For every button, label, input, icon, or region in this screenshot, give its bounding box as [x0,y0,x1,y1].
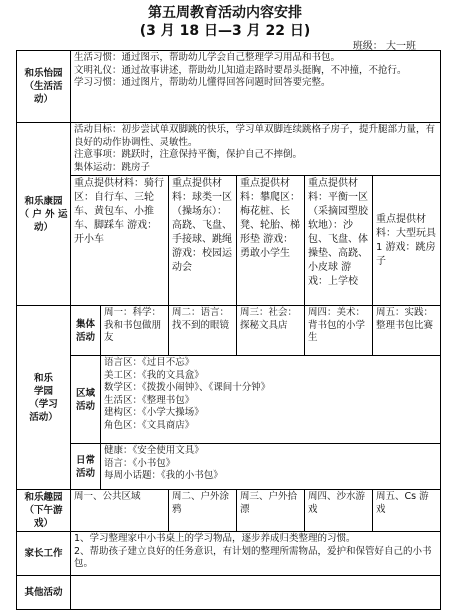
outdoor-notice: 注意事项：跳跃时，注意保持平衡，保护自己不摔倒。 [74,149,303,160]
game-day: 周三、户外拾漂 [237,490,305,532]
outdoor-zone: 重点提供材料：骑行区：自行车、三轮车、黄包车、小推车、脚踩车 游戏：开小车 [71,176,169,306]
family-label: 家长工作 [17,532,71,576]
group-day: 周五：实践：整理书包比赛 [373,306,441,356]
list-item: 美工区：《我的文具盒》 [104,369,204,381]
game-label: 和乐趣园 （下午游戏） [17,490,71,532]
area-activity-label: 区域 活动 [71,356,101,444]
outdoor-intro [71,123,441,176]
group-day: 周三：社会：探秘文具店 [237,306,305,356]
study-label: 和乐 学园 （学习 活动） [17,306,71,490]
life-line: 文明礼仪：通过故事讲述，帮助幼儿知道走路时要昂头挺胸，不冲撞，不抢行。 [74,64,407,76]
daily-activity-list [101,444,441,490]
row-other [17,576,441,610]
row-study-group [17,306,441,356]
other-content [71,576,441,610]
outdoor-zone: 重点提供材料：球类一区（操场东）：高跷、飞盘、手接球、跳绳 游戏：校园运动会 [169,176,237,306]
family-content [71,532,441,576]
schedule-table [16,50,441,610]
row-life [17,51,441,123]
group-day: 周一：科学：我和书包做朋友 [101,306,169,356]
list-item: 健康：《安全使用文具》 [104,445,204,456]
row-outdoor-zones [17,176,441,306]
outdoor-goal: 活动目标：初步尝试单双脚跳的快乐，学习单双脚连续跳格子房子，提升腿部力量，有良好的动作协调性、灵敏性。 [74,124,436,148]
row-game [17,490,441,532]
group-day: 周四：美术：背书包的小学生 [305,306,373,356]
list-item: 角色区：《文具商店》 [104,419,195,431]
date-range: (3 月 18 日—3 月 22 日) [139,23,311,39]
outdoor-zone: 重点提供材料：大型玩具 1 游戏：跳房子 [373,176,441,306]
list-item: 语言：《小书包》 [104,457,176,469]
family-line: 2、帮助孩子建立良好的任务意识，有计划的整理所需物品，爱护和保管好自己的小书包。 [74,545,432,569]
group-day: 周二：语言：找不到的眼镜 [169,306,237,356]
outdoor-zone: 重点提供材料：攀爬区：梅花桩、长凳、轮胎、梯形垫 游戏：勇敢小学生 [237,176,305,306]
game-day: 周五、Cs 游戏 [373,490,441,532]
row-study-area [17,356,441,444]
class-label: 班级： 大一班 [352,41,416,52]
list-item: 每周小话题：《我的小书包》 [104,470,223,481]
family-line: 1、学习整理家中小书桌上的学习物品，逐步养成归类整理的习惯。 [74,533,356,544]
page-title: 第五周教育活动内容安排 [148,5,302,21]
row-family [17,532,441,576]
outdoor-zone: 重点提供材料：平衡一区（采摘园塑胶软地）：沙包、飞盘、体操垫、高跷、小皮球 游戏：上学校 [305,176,373,306]
area-activity-list [101,356,441,444]
other-label: 其他活动 [17,576,71,610]
daily-activity-label: 日常 活动 [71,444,101,490]
outdoor-label: 和乐康园 （ 户 外 运 动） [17,123,71,306]
life-line: 学习习惯：通过图片，帮助幼儿懂得回答问题时回答要完整。 [74,77,331,88]
list-item: 生活区：《整理书包》 [104,394,195,406]
life-line: 生活习惯：通过图示，帮助幼儿学会自己整理学习用品和书包。 [74,52,341,63]
game-day: 周一、公共区域 [71,490,169,532]
game-day: 周四、沙水游戏 [305,490,373,532]
row-outdoor-intro [17,123,441,176]
life-content [71,51,441,123]
row-study-daily [17,444,441,490]
list-item: 数学区：《拨拨小闹钟》、《课间十分钟》 [104,382,271,393]
group-activity-label: 集体 活动 [71,306,101,356]
game-day: 周二、户外涂鸦 [169,490,237,532]
life-label: 和乐怡园 （生活活动） [17,51,71,123]
list-item: 建构区：《小学大操场》 [104,407,204,418]
outdoor-group-sport: 集体运动：跳房子 [74,161,151,173]
list-item: 语言区：《过目不忘》 [104,357,195,368]
